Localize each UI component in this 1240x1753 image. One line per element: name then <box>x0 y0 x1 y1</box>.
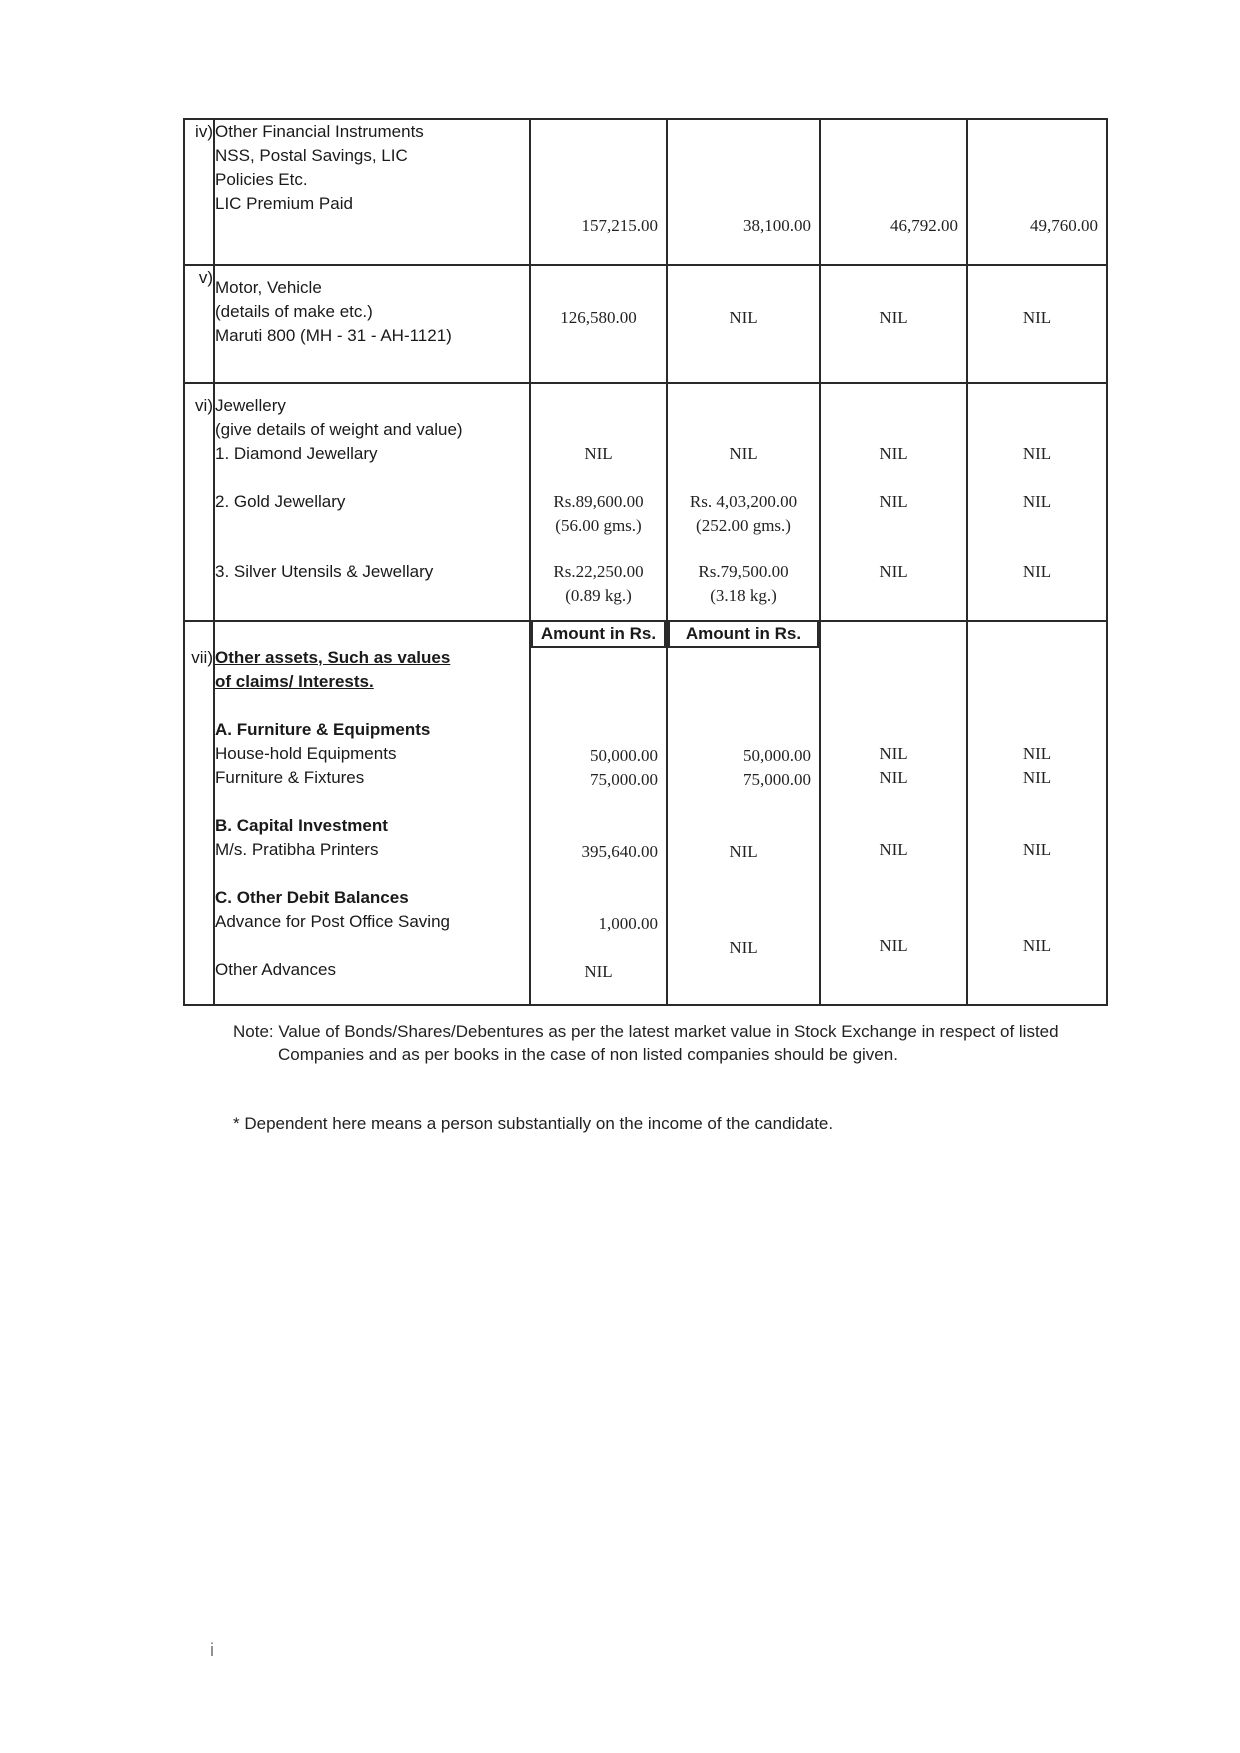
assets-table <box>183 118 1108 1006</box>
column-header: Amount in Rs. <box>668 622 819 648</box>
row-description: Other assets, Such as values of claims/ Interests. A. Furniture & Equipments House-hold Equipments Furniture & Fixtures B. Capital Investment M/s. Pratibha Printers C. Other Debit Balances Advance for Post Office Saving Other Advances <box>214 621 530 1005</box>
table-row-iv <box>184 119 1107 265</box>
row-number: vi) <box>184 383 214 621</box>
row-number: iv) <box>184 119 214 265</box>
value-cell: NIL <box>1022 308 1052 327</box>
value-cell: 38,100.00 <box>743 216 811 235</box>
value-cell: NIL <box>584 444 613 463</box>
weight-cell: (3.18 kg.) <box>710 586 777 605</box>
signature-mark: i <box>210 1640 214 1660</box>
value-cell: NIL <box>879 562 908 581</box>
value-cell: NIL <box>879 936 908 955</box>
value-cell: NIL <box>879 308 908 327</box>
value-cell: NIL <box>729 308 758 327</box>
value-cell: 75,000.00 <box>743 770 811 789</box>
table-row-vi <box>184 383 1107 621</box>
footnote: Note: Value of Bonds/Shares/Debentures as per the latest market value in Stock Exchange in respect of listed Companies and as per books in the case of non listed companies should be given. <box>233 1022 1059 1064</box>
value-cell: NIL <box>879 492 908 511</box>
section-heading: B. Capital Investment <box>215 816 388 835</box>
value-cell: NIL <box>584 962 613 981</box>
dependent-note: * Dependent here means a person substantially on the income of the candidate. <box>233 1114 834 1133</box>
section-heading: A. Furniture & Equipments <box>215 720 431 739</box>
table-row-v <box>184 265 1107 383</box>
row-number: v) <box>184 265 214 383</box>
section-title: of claims/ Interests. <box>215 672 374 691</box>
value-cell: 50,000.00 <box>590 746 658 765</box>
value-cell: NIL <box>1022 744 1052 763</box>
row-description: Jewellery (give details of weight and value) 1. Diamond Jewellary 2. Gold Jewellary 3. Silver Utensils & Jewellary <box>214 383 530 621</box>
value-cell: 50,000.00 <box>743 746 811 765</box>
value-cell: NIL <box>1022 936 1052 955</box>
value-cell: NIL <box>879 840 908 859</box>
value-cell: Rs.79,500.00 <box>698 562 789 581</box>
value-cell: 157,215.00 <box>581 216 658 235</box>
value-cell: NIL <box>729 938 758 957</box>
row-description: Motor, Vehicle (details of make etc.) Maruti 800 (MH - 31 - AH-1121) <box>214 265 530 383</box>
table-row-vii <box>184 621 1107 1005</box>
row-number: vii) <box>184 621 214 1005</box>
value-cell: 395,640.00 <box>581 842 658 861</box>
value-cell: NIL <box>729 444 758 463</box>
value-cell: 75,000.00 <box>590 770 658 789</box>
value-cell: NIL <box>1022 562 1052 581</box>
value-cell: NIL <box>879 744 908 763</box>
weight-cell: (56.00 gms.) <box>555 516 642 535</box>
value-cell: NIL <box>1022 840 1052 859</box>
value-cell: NIL <box>1022 444 1052 463</box>
value-cell: Rs. 4,03,200.00 <box>689 492 798 511</box>
section-heading: C. Other Debit Balances <box>215 888 409 907</box>
section-title: Other assets, Such as values <box>215 648 451 667</box>
value-cell: 49,760.00 <box>1030 216 1098 235</box>
column-header: Amount in Rs. <box>531 622 666 648</box>
value-cell: Rs.22,250.00 <box>553 562 644 581</box>
value-cell: NIL <box>879 444 908 463</box>
value-cell: NIL <box>1022 492 1052 511</box>
weight-cell: (252.00 gms.) <box>696 516 791 535</box>
value-cell: 1,000.00 <box>598 914 658 933</box>
value-cell: 126,580.00 <box>560 308 637 327</box>
row-description: Other Financial Instruments NSS, Postal Savings, LIC Policies Etc. LIC Premium Paid <box>214 119 530 265</box>
value-cell: 46,792.00 <box>890 216 958 235</box>
weight-cell: (0.89 kg.) <box>565 586 632 605</box>
value-cell: NIL <box>729 842 758 861</box>
value-cell: Rs.89,600.00 <box>553 492 644 511</box>
value-cell: NIL <box>1022 768 1052 787</box>
value-cell: NIL <box>879 768 908 787</box>
